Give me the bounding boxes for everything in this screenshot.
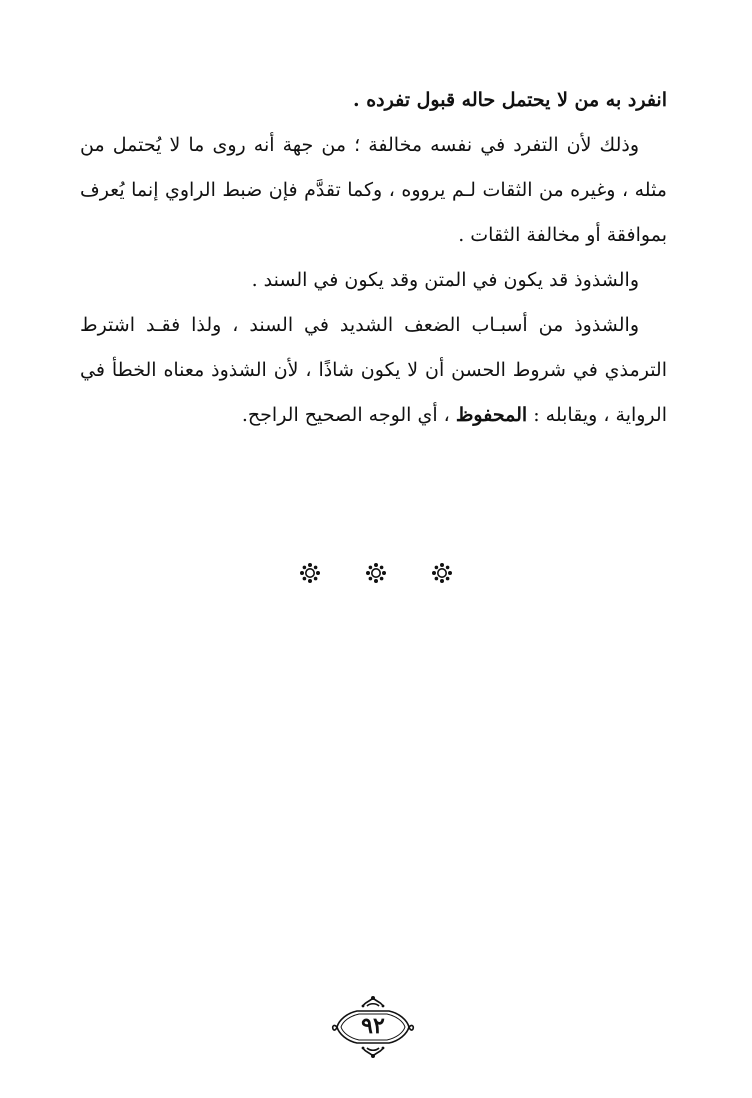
paragraph-4 [80, 303, 667, 438]
paragraph-2 [80, 123, 667, 258]
paragraph-2-text: وذلك لأن التفرد في نفسه مخالفة ؛ من جهة أنه روى ما لا يُحتمل من مثله ، وغيره من الثقات لـم يرووه ، وكما تقدَّم فإن ضبط الراوي إنما يُعرف بموافقة أو مخالفة الثقات . [80, 134, 667, 246]
flower-ornament-icon [365, 562, 387, 584]
paragraph-4-term-mahfuz: المحفوظ [455, 404, 528, 426]
paragraph-1 [80, 78, 667, 123]
flower-ornament-icon [431, 562, 453, 584]
page-number: ٩٢ [361, 1013, 385, 1039]
paragraph-3-text: والشذوذ قد يكون في المتن وقد يكون في السند . [251, 269, 639, 291]
flower-ornament-icon [299, 562, 321, 584]
paragraph-3 [80, 258, 667, 303]
paragraph-4-text-a: والشذوذ من أسبـاب الضعف الشديد في السند ، ولذا فقـد اشترط الترمذي في شروط الحسن أن لا يكون شاذًا ، لأن الشذوذ معناه الخطأ في الرواية ، ويقابله : [80, 314, 667, 426]
paragraph-4-text-b: ، أي الوجه الصحيح الراجح. [241, 404, 456, 426]
section-divider [0, 562, 752, 584]
paragraph-1-text: انفرد به من لا يحتمل حاله قبول تفرده . [352, 89, 667, 111]
main-text [80, 78, 667, 438]
page-number-frame [329, 994, 417, 1060]
